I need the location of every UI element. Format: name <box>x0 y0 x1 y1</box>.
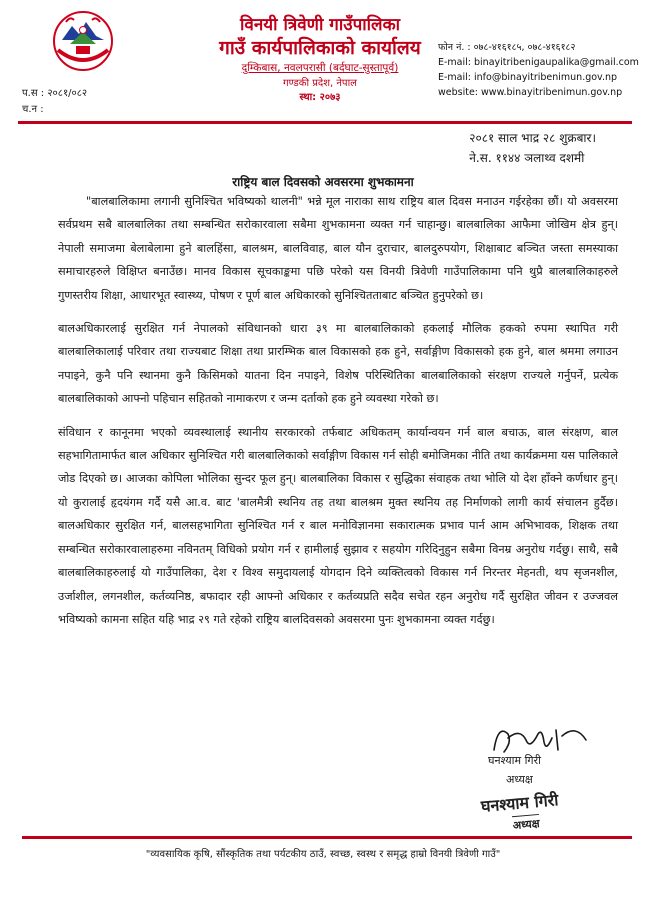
body-paragraph-2: बालअधिकारलाई सुरक्षित गर्न नेपालको संविधानको धारा ३९ मा बालबालिकाको हकलाई मौलिक हकको रुपमा स्थापित गरी बालबालिकालाई परिवार तथा राज्यबाट शिक्षा तथा प्रारम्भिक बाल विकासको हक हुने, सर्वाङ्गीण विकासको हक हुने, बाल श्रममा लगाउन नपाइने, कुनै पनि स्थानमा कुनै किसिमको यातना दिन नपाइने, विशेष परिस्थितिका बालबालिकाको संरक्षण राज्यले गर्नुपर्ने, प्रत्येक बालबालिकाको आफ्नो पहिचान सहितको नामाकरण र जन्म दर्ताको हक हुने व्यवस्था गरेको छ। <box>58 322 618 406</box>
nepal-government-emblem-icon <box>52 10 114 72</box>
letter-ps-number: प.स : २०८१/०८२ <box>22 88 88 99</box>
footer-divider <box>22 836 632 839</box>
body-paragraph-1: "बालबालिकामा लगानी सुनिश्चित भविष्यको थालनी" भन्ने मूल नाराका साथ राष्ट्रिय बाल दिवस मनाउन गईरहेका छौं। यो अवसरमा सर्वप्रथम सबै बालबालिका तथा सम्बन्धित सरोकारवाला सबैमा शुभकामना व्यक्त गर्न चाहान्छु। बालबालिका आफैमा जोखिम क्षेत्र हुन्। नेपाली समाजमा बेलाबेलामा हुने बालहिंसा, बालश्रम, बालविवाह, बाल यौन दुराचार, बालदुरुपयोग, शिक्षाबाट बञ्चित जस्ता समस्याका समाचारहरुले विक्षिप्त बनाउँछ। मानव विकास सूचकाङ्कमा पछि परेको यस विनयी त्रिवेणी गाउँपालिकामा पनि थुप्रै बालबालिकाहरुले गुणस्तरीय शिक्षा, आधारभूत स्वास्थ्य, पोषण र पूर्ण बाल अधिकारको सुनिश्चितताबाट बञ्चित हुनुपरेको छ। <box>58 195 618 302</box>
signer-role: अध्यक्ष <box>506 773 533 786</box>
signer-name: घनश्याम गिरी <box>488 754 541 767</box>
name-stamp <box>480 788 561 836</box>
office-name: गाउँ कार्यपालिकाको कार्यालय <box>219 37 421 59</box>
reference-block <box>22 86 87 118</box>
body-paragraph-3: संविधान र कानूनमा भएको व्यवस्थालाई स्थानीय सरकारको तर्फबाट अधिकतम् कार्यान्वयन गर्न बाल बचाऊ, बाल संरक्षण, बाल सहभागितामार्फत बाल अधिकार सुनिश्चित गरी बालबालिकाको सर्वाङ्गीण विकास गर्न सोही बमोजिमका नीति तथा कार्यक्रममा यस पालिकाले जोड दिएको छ। आजका कोपिला भोलिका सुन्दर फूल हुन्। बालबालिका विकास र सुद्धिका संवाहक तथा भोलि यो देश हाँक्ने कर्णधार हुन्। यो कुरालाई हृदयंगम गर्दै यसै आ.व. बाट 'बालमैत्री स्थनिय तह तथा बालश्रम मुक्त स्थनिय तह निर्माणको लागी कार्य संचालन हुर्दैछ। बालअधिकार सुरक्षित गर्न, बालसहभागिता सुनिश्चित गर्न र बाल मनोविज्ञानमा सकारात्मक प्रभाव पार्न आम अभिभावक, शिक्षक तथा सम्बन्धित सरोकारवालाहरुमा नविनतम् विधिको प्रयोग गर्न र हामीलाई सुझाव र सहयोग गरिदिनुहुन सबैमा विनम्र अनुरोध गर्दछु। साथै, सबै बालबालिकाहरुलाई यो गाउँपालिका, देश र विश्व समुदायलाई योगदान दिने व्यक्तित्वको विकास गर्न निरन्तर मेहनती, थप सृजनशील, उर्जाशील, लगनशील, कर्तव्यनिष्ठ, बफादार रही आफ्नो अधिकार र कर्तव्यप्रति सदैव सचेत रहन अनुरोध गर्दै सुरक्षित जीवन र उज्जवल भविष्यको कामना सहित यहि भाद्र २९ गते रहेको राष्ट्रिय बालदिवसको अवसरमा पुनः शुभकामना व्यक्त गर्दछु। <box>58 425 618 626</box>
office-header <box>200 14 440 105</box>
established-year: स्था: २०७३ <box>299 92 341 103</box>
website: website: www.binayitribenimun.gov.np <box>438 87 623 98</box>
date-ns: ने.स. ११४४ ञलाथ्व दशमी <box>469 151 585 165</box>
office-address: दुम्किबास, नवलपरासी (बर्दघाट-सुस्तापूर्व) <box>241 62 399 74</box>
province-name: गण्डकी प्रदेश, नेपाल <box>283 78 357 89</box>
letter-body <box>58 190 618 641</box>
phone-number: फोन नं. : ०७८-४१६१८५, ०७८-४१६१८२ <box>438 42 576 53</box>
letter-subject: राष्ट्रिय बाल दिवसको अवसरमा शुभकामना <box>232 175 414 189</box>
contact-block <box>438 40 639 100</box>
stamp-role: अध्यक्ष <box>512 814 540 833</box>
footer-slogan: "व्यवसायिक कृषि, सौंस्कृतिक तथा पर्यटकीय ठाउँ, स्वच्छ, स्वस्थ र समृद्ध हाम्रो विनयी त्रिवेणी गाउँ" <box>145 849 501 860</box>
municipality-name: विनयी त्रिवेणी गाउँपालिका <box>239 15 401 35</box>
letter-chn-number: च.न : <box>22 104 44 115</box>
header-divider <box>18 121 632 124</box>
letter-date <box>469 128 596 168</box>
email-primary: E-mail: binayitribenigaupalika@gmail.com <box>438 57 639 68</box>
stamp-name: घनश्याम गिरी <box>480 790 560 816</box>
date-bs: २०८१ साल भाद्र २८ शुक्रबार। <box>469 131 596 145</box>
email-secondary: E-mail: info@binayitribenimun.gov.np <box>438 72 618 83</box>
